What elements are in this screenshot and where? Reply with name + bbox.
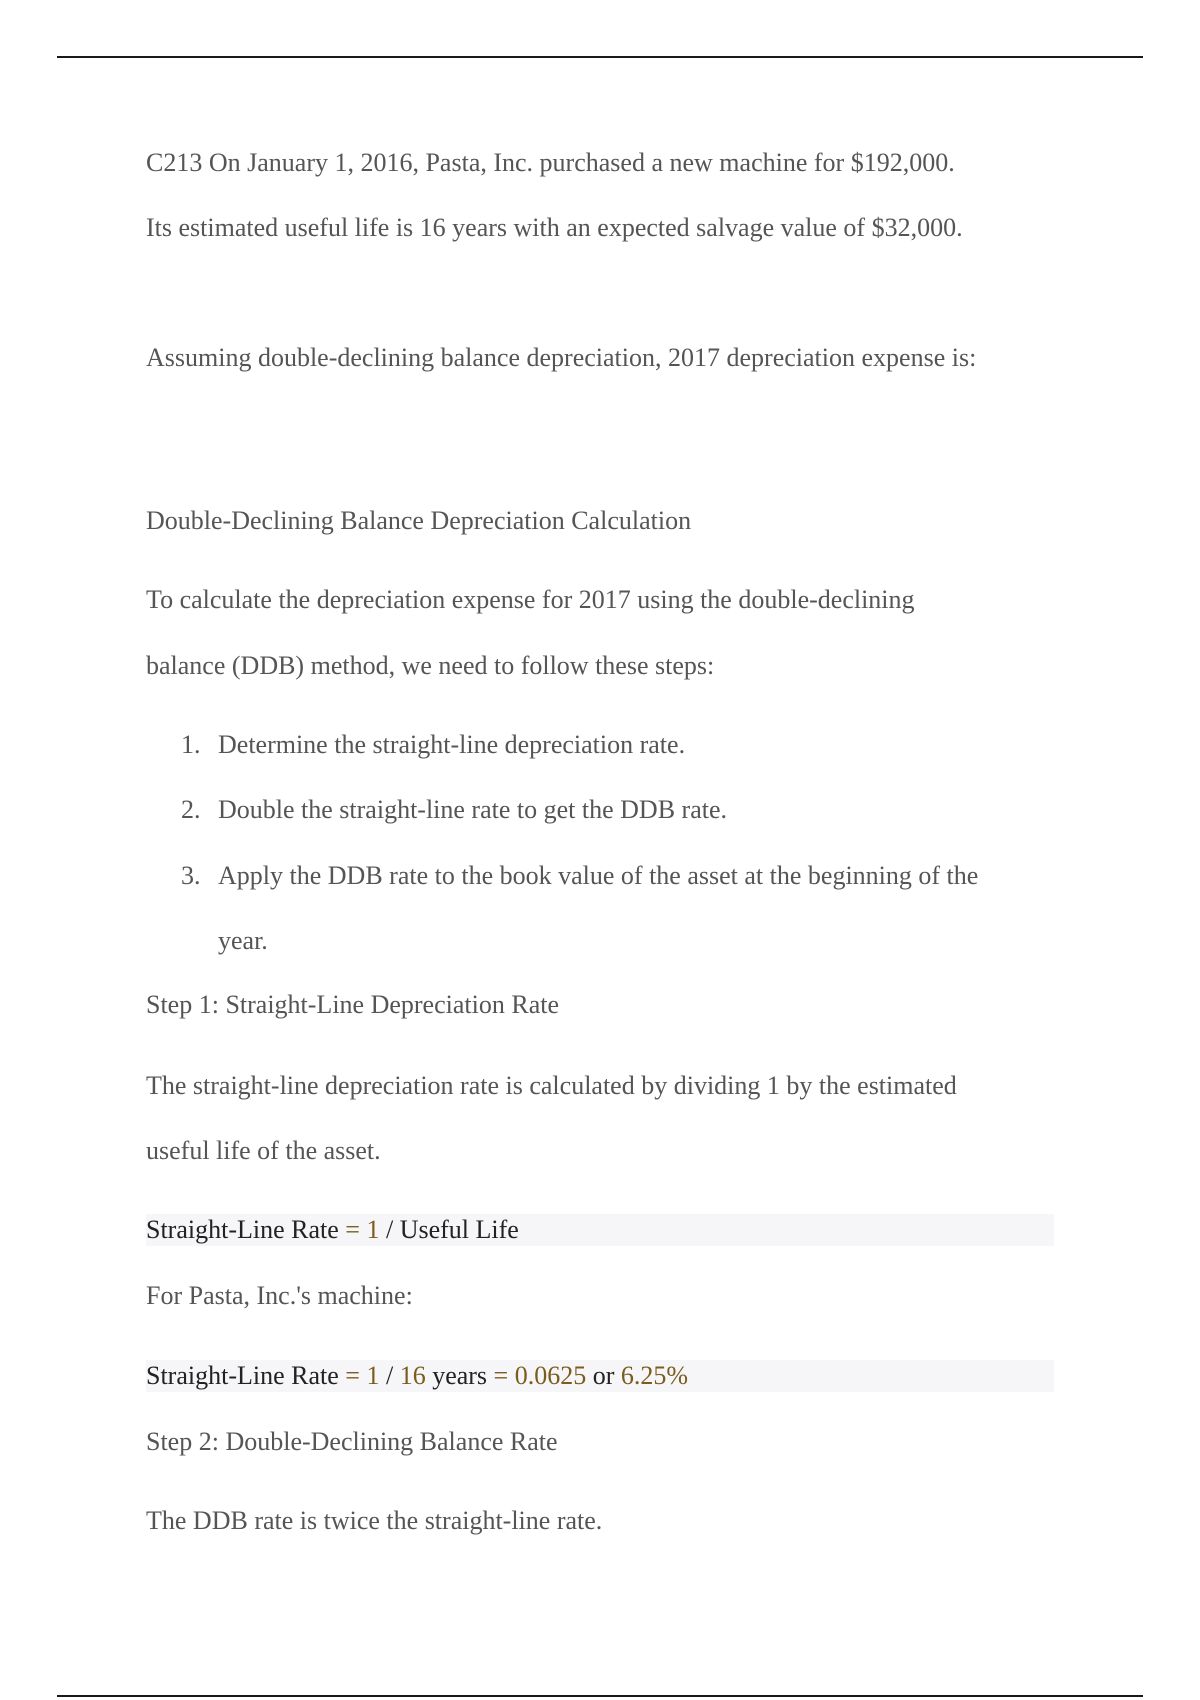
question-line-2: Its estimated useful life is 16 years with an expected salvage value of $32,000.: [146, 213, 963, 242]
step-number: 3.: [181, 861, 201, 890]
formula-life: 16: [399, 1361, 426, 1390]
formula-one: 1: [366, 1361, 380, 1390]
formula-one: 1: [366, 1215, 380, 1244]
top-rule: [57, 56, 1143, 58]
intro-line-1: To calculate the depreciation expense for 2017 using the double-declining: [146, 585, 915, 614]
step-text-continued: year.: [218, 926, 268, 955]
step1-text-line-1: The straight-line depreciation rate is calculated by dividing 1 by the estimated: [146, 1071, 957, 1100]
formula-equals-2: =: [493, 1361, 509, 1390]
step-text: Apply the DDB rate to the book value of the asset at the beginning of the: [218, 861, 979, 890]
formula-equals: =: [345, 1361, 360, 1390]
formula-decimal: 0.0625: [514, 1361, 587, 1390]
formula-lhs: Straight-Line Rate: [146, 1361, 339, 1390]
intro-line-2: balance (DDB) method, we need to follow these steps:: [146, 651, 715, 680]
formula-straight-line-rate: [146, 1214, 1054, 1246]
step2-text: The DDB rate is twice the straight-line rate.: [146, 1506, 603, 1535]
bottom-rule: [57, 1695, 1143, 1697]
formula-slash: /: [385, 1361, 394, 1390]
formula-slash: /: [385, 1215, 394, 1244]
answer-heading: Double-Declining Balance Depreciation Calculation: [146, 506, 692, 535]
step1-text-line-2: useful life of the asset.: [146, 1136, 381, 1165]
step1-heading: Step 1: Straight-Line Depreciation Rate: [146, 990, 559, 1019]
question-prompt: Assuming double-declining balance depreciation, 2017 depreciation expense is:: [146, 343, 977, 372]
formula-straight-line-rate-computed: [146, 1360, 1054, 1392]
step-text: Determine the straight-line depreciation rate.: [218, 730, 686, 759]
formula-lhs: Straight-Line Rate: [146, 1215, 339, 1244]
for-pasta-text: For Pasta, Inc.'s machine:: [146, 1281, 413, 1310]
step-text: Double the straight-line rate to get the DDB rate.: [218, 795, 728, 824]
formula-equals: =: [345, 1215, 360, 1244]
formula-rhs: Useful Life: [399, 1215, 519, 1244]
formula-unit: years: [432, 1361, 488, 1390]
question-line-1: C213 On January 1, 2016, Pasta, Inc. purchased a new machine for $192,000.: [146, 148, 955, 177]
formula-or: or: [592, 1361, 615, 1390]
step2-heading: Step 2: Double-Declining Balance Rate: [146, 1427, 558, 1456]
step-number: 1.: [181, 730, 201, 759]
formula-percent: 6.25%: [620, 1361, 689, 1390]
step-number: 2.: [181, 795, 201, 824]
